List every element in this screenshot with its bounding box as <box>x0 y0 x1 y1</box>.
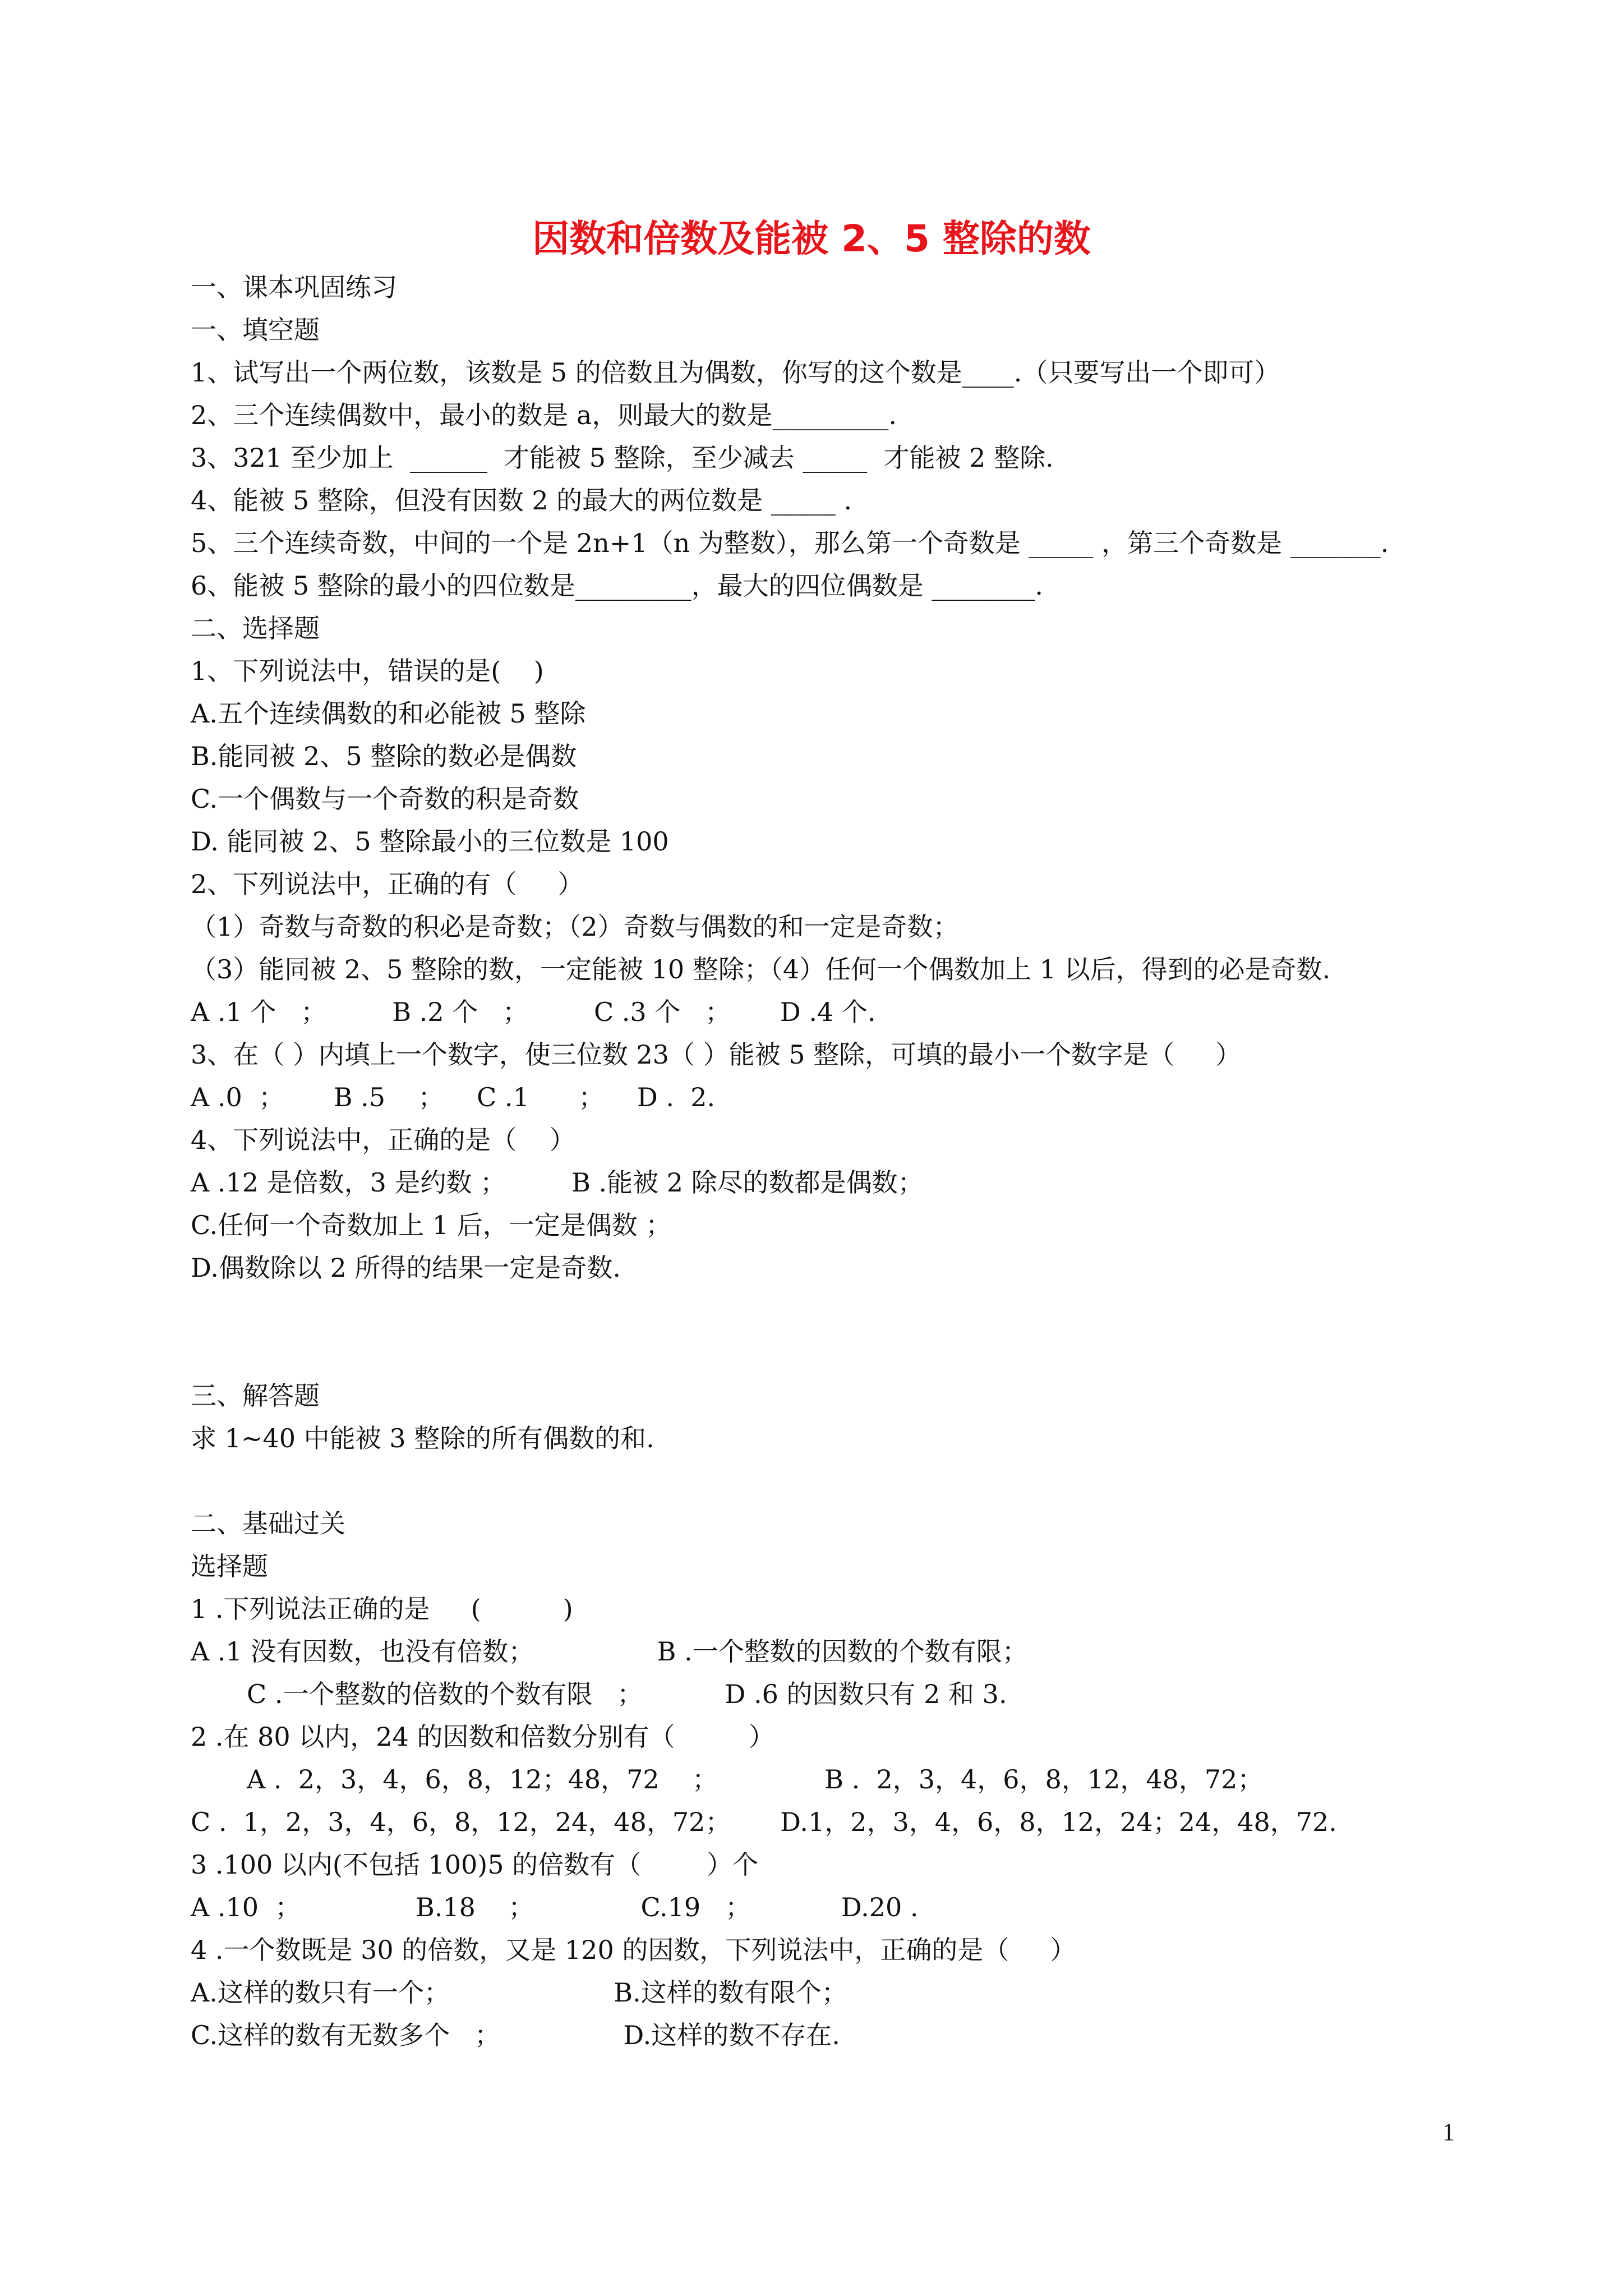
text-line: A . 2，3，4，6，8，12；48，72 ； B . 2，3，4，6，8，12，48，72； <box>247 1764 1264 1795</box>
text-line: 6、能被 5 整除的最小的四位数是_________，最大的四位偶数是 ________. <box>191 570 1044 601</box>
text-line: A .0 ； B .5 ； C .1 ； D . 2. <box>191 1082 716 1112</box>
text-line: 求 1~40 中能被 3 整除的所有偶数的和. <box>191 1423 654 1453</box>
text-line: C.任何一个奇数加上 1 后，一定是偶数 ； <box>191 1210 672 1240</box>
text-line: 2、三个连续偶数中，最小的数是 a，则最大的数是_________. <box>191 400 897 430</box>
text-line: 三、解答题 <box>191 1381 320 1411</box>
text-line: 一、课本巩固练习 <box>191 272 397 302</box>
text-line: （3）能同被 2、5 整除的数，一定能被 10 整除；（4）任何一个偶数加上 1 以后，得到的必是奇数. <box>191 954 1331 984</box>
text-line: 1 .下列说法正确的是 ( ) <box>191 1594 573 1624</box>
text-line: 1、下列说法中，错误的是( ) <box>191 656 544 686</box>
document-title: 因数和倍数及能被 2、5 整除的数 <box>532 217 1091 260</box>
text-line: 3 .100 以内(不包括 100)5 的倍数有（ ）个 <box>191 1849 759 1880</box>
text-line: 4 .一个数既是 30 的倍数，又是 120 的因数，下列说法中，正确的是（ ） <box>191 1935 1076 1965</box>
text-line: A.五个连续偶数的和必能被 5 整除 <box>191 698 586 729</box>
text-line: B.能同被 2、5 整除的数必是偶数 <box>191 741 577 771</box>
text-line: 3、321 至少加上 ______ 才能被 5 整除，至少减去 _____ 才能被 2 整除. <box>191 443 1054 473</box>
text-line: 二、选择题 <box>191 613 320 643</box>
page-number: 1 <box>1442 2118 1455 2146</box>
text-line: 一、填空题 <box>191 315 320 345</box>
text-line: 选择题 <box>191 1551 268 1581</box>
text-line: 4、能被 5 整除，但没有因数 2 的最大的两位数是 _____ . <box>191 485 852 516</box>
text-line: 3、在（ ）内填上一个数字，使三位数 23（ ）能被 5 整除，可填的最小一个数字是（ ） <box>191 1039 1242 1070</box>
text-line: D. 能同被 2、5 整除最小的三位数是 100 <box>191 826 669 857</box>
text-line: 4、下列说法中，正确的是（ ） <box>191 1125 575 1155</box>
text-line: 2 .在 80 以内，24 的因数和倍数分别有（ ） <box>191 1722 775 1752</box>
text-line: C.这样的数有无数多个 ； D.这样的数不存在. <box>191 2020 840 2050</box>
text-line: C . 1，2，3，4，6，8，12，24，48，72； D.1，2，3，4，6，8，12，24；24，48，72. <box>191 1807 1337 1837</box>
text-line: 1、试写出一个两位数，该数是 5 的倍数且为偶数，你写的这个数是____.（只要写出一个即可） <box>191 357 1280 388</box>
text-line: D.偶数除以 2 所得的结果一定是奇数. <box>191 1253 621 1283</box>
text-line: 5、三个连续奇数，中间的一个是 2n+1（n 为整数），那么第一个奇数是 _____ ，第三个奇数是 _______. <box>191 528 1389 558</box>
text-line: （1）奇数与奇数的积必是奇数；（2）奇数与偶数的和一定是奇数； <box>191 912 959 942</box>
text-line: C.一个偶数与一个奇数的积是奇数 <box>191 784 579 814</box>
text-line: 二、基础过关 <box>191 1508 345 1539</box>
text-line: A .1 个 ； B .2 个 ； C .3 个 ； D .4 个. <box>191 997 876 1027</box>
text-line: 2、下列说法中，正确的有（ ） <box>191 869 584 899</box>
text-line: A.这样的数只有一个； B.这样的数有限个； <box>191 1977 847 2008</box>
text-line: A .10 ； B.18 ； C.19 ； D.20 . <box>191 1892 919 1922</box>
text-line: A .12 是倍数，3 是约数 ； B .能被 2 除尽的数都是偶数； <box>191 1167 924 1198</box>
text-line: A .1 没有因数，也没有倍数； B .一个整数的因数的个数有限； <box>191 1636 1028 1667</box>
text-line: C .一个整数的倍数的个数有限 ； D .6 的因数只有 2 和 3. <box>247 1679 1007 1709</box>
